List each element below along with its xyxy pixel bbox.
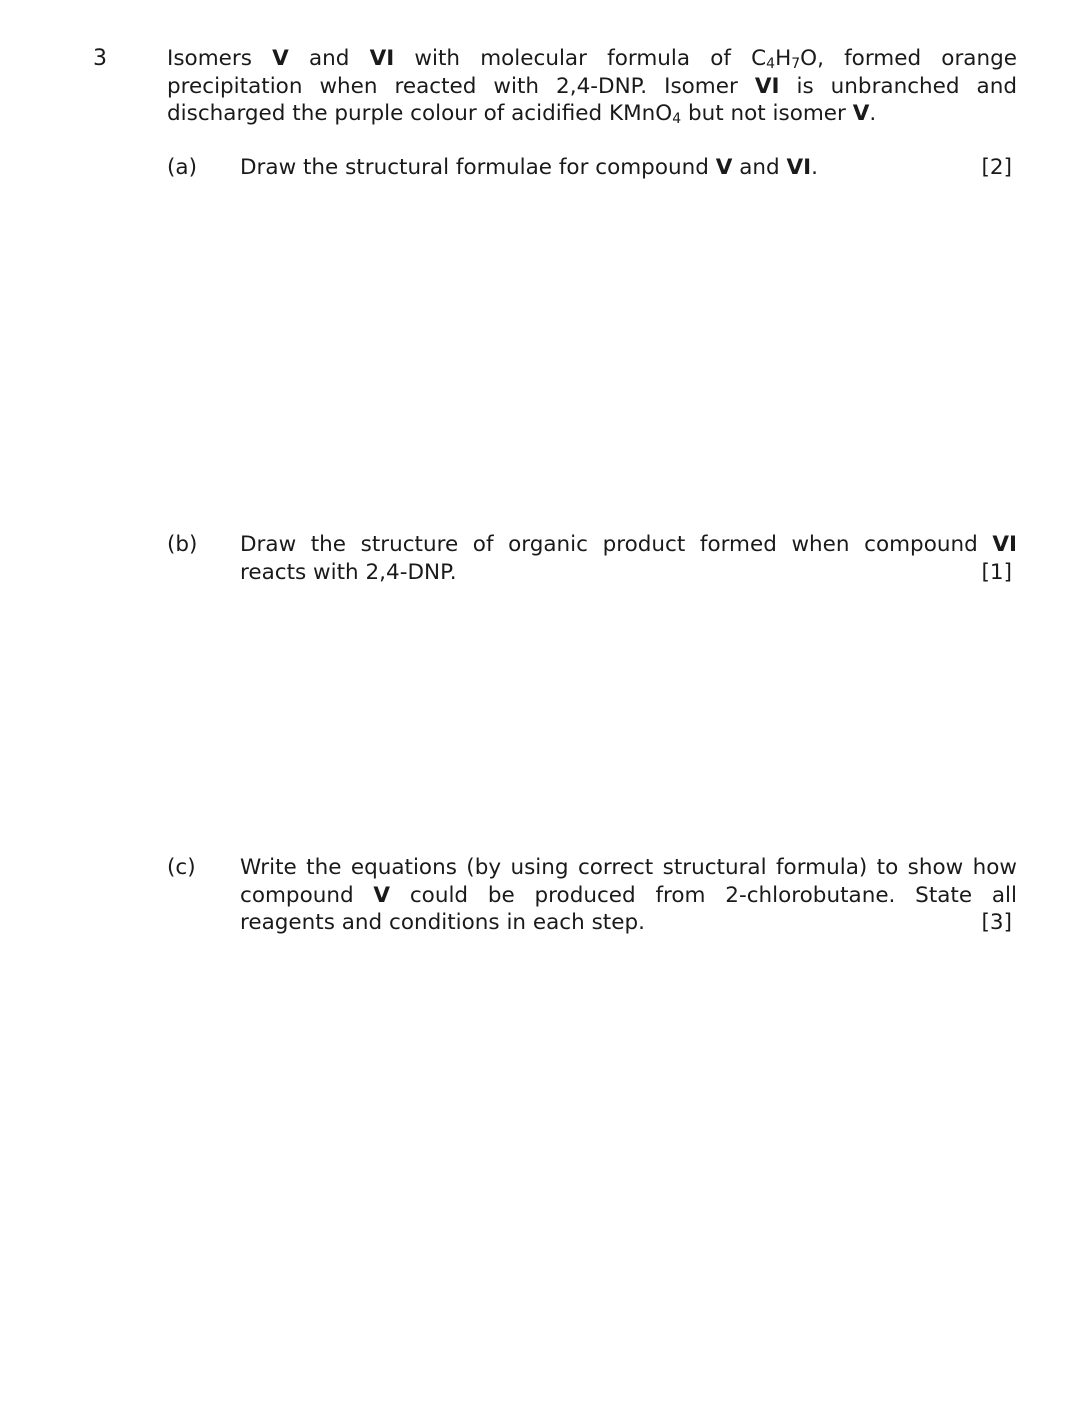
part-c-label: (c) [167,855,196,880]
part-c-line-1: Write the equations (by using correct structural formula) to show how [240,855,1017,880]
stem-line-1: Isomers V and VI with molecular formula of $C_4H_7O$, formed orange [167,46,1017,72]
part-b-text [240,531,1017,586]
question-number: 3 [93,46,107,71]
question-stem [167,45,1017,128]
part-b-line-2: reacts with 2,4-DNP. [1] [240,559,1012,585]
part-a-answer-space[interactable] [240,195,1017,515]
part-c-answer-space[interactable] [240,950,1017,1390]
part-c-marks: [3] [981,910,1012,935]
part-a-marks: [2] [981,155,1012,180]
part-c-text [240,854,1017,937]
stem-line-2: precipitation when reacted with 2,4-DNP. Isomer VI is unbranched and [167,73,1017,99]
part-a-text: Draw the structural formulae for compound V and VI. [240,155,818,180]
part-c-line-3: reagents and conditions in each step. [3] [240,910,1012,935]
part-c-line-2: compound V could be produced from 2-chlorobutane. State all [240,882,1017,908]
part-b-line-1: Draw the structure of organic product formed when compound VI [240,532,1017,557]
part-b-marks: [1] [981,559,1012,585]
part-a-label: (a) [167,155,197,180]
stem-line-3: discharged the purple colour of acidified KMnO$_4$ but not isomer V. [167,101,877,127]
part-b-label: (b) [167,532,198,557]
part-b-answer-space[interactable] [240,600,1017,840]
